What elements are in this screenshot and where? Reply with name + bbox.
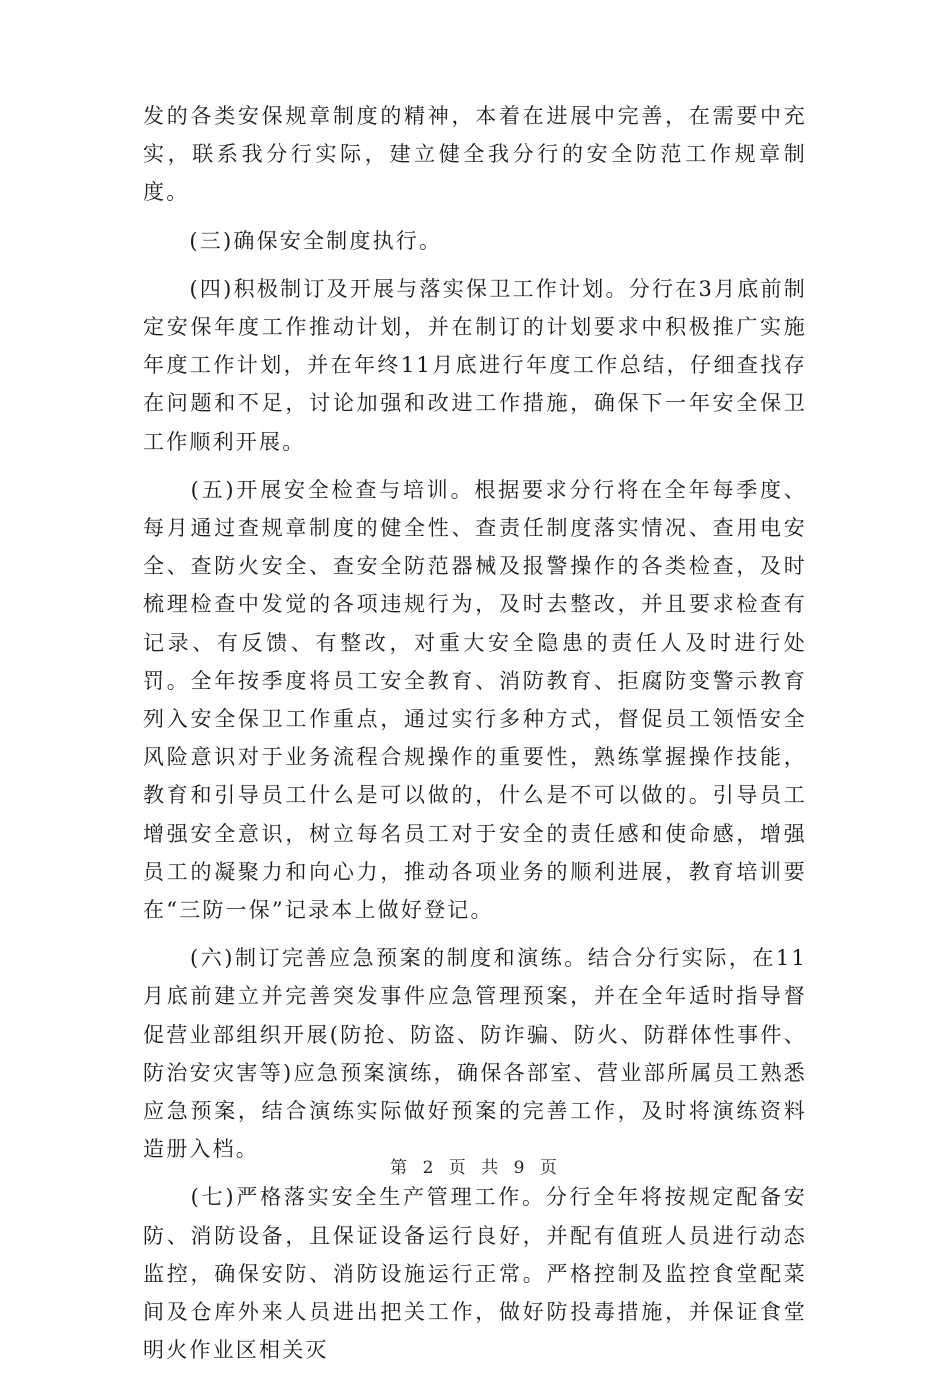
- paragraph-section-6: (六)制订完善应急预案的制度和演练。结合分行实际，在11月底前建立并完善突发事件应急管理预案，并在全年适时指导督促营业部组织开展(防抢、防盗、防诈骗、防火、防群体性事件、防治安灾害等)应急预案演练，确保各部室、营业部所属员工熟悉应急预案，结合演练实际做好预案的完善工作，及时将演练资料造册入档。: [143, 946, 807, 1162]
- paragraph-section-3: (三)确保安全制度执行。: [143, 228, 443, 253]
- document-body: [143, 97, 807, 1380]
- page-number-footer: 第 2 页 共 9 页: [390, 1158, 560, 1178]
- paragraph-section-5: (五)开展安全检查与培训。根据要求分行将在全年每季度、每月通过查规章制度的健全性、查责任制度落实情况、查用电安全、查防火安全、查安全防范器械及报警操作的各类检查，及时梳理检查中发觉的各项违规行为，及时去整改，并且要求检查有记录、有反馈、有整改，对重大安全隐患的责任人及时进行处罚。全年按季度将员工安全教育、消防教育、拒腐防变警示教育列入安全保卫工作重点，通过实行多种方式，督促员工领悟安全风险意识对于业务流程合规操作的重要性，熟练掌握操作技能，教育和引导员工什么是可以做的，什么是不可以做的。引导员工增强安全意识，树立每名员工对于安全的责任感和使命感，增强员工的凝聚力和向心力，推动各项业务的顺利进展，教育培训要在“三防一保”记录本上做好登记。: [143, 477, 807, 923]
- paragraph-section-7: (七)严格落实安全生产管理工作。分行全年将按规定配备安防、消防设备，且保证设备运行良好，并配有值班人员进行动态监控，确保安防、消防设施运行正常。严格控制及监控食堂配菜间及仓库外来人员进出把关工作，做好防投毒措施，并保证食堂明火作业区相关灭: [143, 1185, 807, 1363]
- paragraph-continuation: 发的各类安保规章制度的精神，本着在进展中完善，在需要中充实，联系我分行实际，建立健全我分行的安全防范工作规章制度。: [143, 104, 807, 205]
- paragraph-section-4: (四)积极制订及开展与落实保卫工作计划。分行在3月底前制定安保年度工作推动计划，并在制订的计划要求中积极推广实施年度工作计划，并在年终11月底进行年度工作总结，仔细查找存在问题和不足，讨论加强和改进工作措施，确保下一年安全保卫工作顺利开展。: [143, 276, 807, 454]
